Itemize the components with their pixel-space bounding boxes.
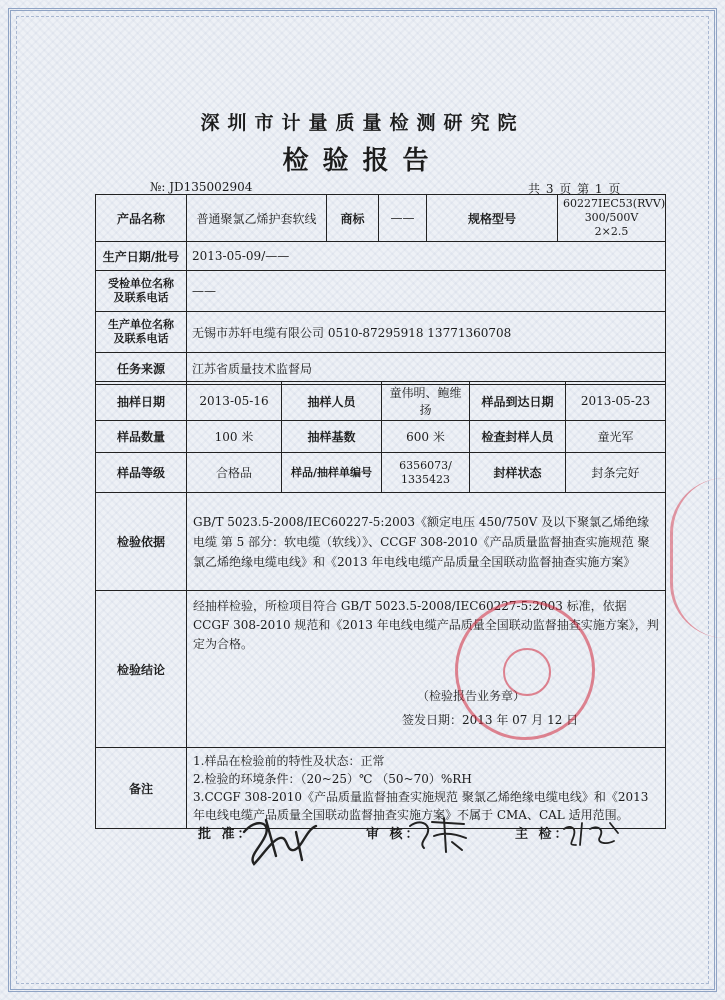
seal-status-label: 封样状态 — [470, 453, 566, 493]
manufacturer-label-line-1: 生产单位名称 — [108, 318, 174, 331]
sampling-base-label: 抽样基数 — [282, 421, 382, 453]
table-row — [96, 242, 666, 271]
sealer-label: 检查封样人员 — [470, 421, 566, 453]
task-source-label: 任务来源 — [96, 353, 187, 385]
sampling-date-cell: 抽样日期 — [96, 382, 187, 421]
sample-qty-value: 100 米 — [187, 421, 282, 453]
sample-sheet-label: 样品/抽样单编号 — [282, 453, 382, 493]
spec-value-line-2: 2×2.5 — [594, 225, 629, 238]
document-number: №: JD135002904 — [150, 180, 253, 194]
sampling-table — [95, 381, 666, 829]
chief-inspector-label: 主 检： — [515, 827, 571, 842]
seal-center-mark — [503, 648, 551, 696]
page-count: 共 3 页 第 1 页 — [528, 182, 622, 196]
remark-line-2: 2.检验的环境条件：（20~25）℃ （50~70）%RH — [193, 772, 472, 786]
production-date-value: 2013-05-09/—— — [187, 242, 666, 271]
remark-line-1: 1.样品在检验前的特性及状态：正常 — [193, 754, 385, 768]
inspected-unit-label-line-1: 受检单位名称 — [108, 277, 174, 290]
sampling-base-value: 600 米 — [382, 421, 470, 453]
sample-grade-value: 合格品 — [187, 453, 282, 493]
table-row — [96, 271, 666, 312]
task-source-value: 江苏省质量技术监督局 — [187, 353, 666, 385]
sealer-value: 童光军 — [566, 421, 666, 453]
brand-value: —— — [379, 195, 427, 242]
business-seal-label: （检验报告业务章） — [417, 689, 526, 703]
manufacturer-value: 无锡市苏轩电缆有限公司 0510-87295918 13771360708 — [187, 312, 666, 353]
spec-value — [558, 195, 666, 242]
seal-status-value: 封条完好 — [566, 453, 666, 493]
inspected-unit-label — [96, 271, 187, 312]
table-row — [96, 493, 666, 591]
official-seal — [455, 600, 595, 740]
sample-grade-label: 样品等级 — [96, 453, 187, 493]
inspected-unit-label-line-2: 及联系电话 — [113, 291, 169, 304]
sampling-date-cell-value: 2013-05-16 — [187, 382, 282, 421]
remarks-label: 备注 — [96, 748, 187, 829]
basis-text: GB/T 5023.5-2008/IEC60227-5:2003《额定电压 450/750V 及以下聚氯乙烯绝缘电缆 第 5 部分：软电缆（软线）》、CCGF 308-2010《产品质量监督抽查实施规范 聚氯乙烯绝缘电缆电线》和《2013 年电线电缆产品质量全国联动监督抽查实施方案》 — [187, 493, 666, 591]
conclusion-label: 检验结论 — [96, 591, 187, 748]
table-row — [96, 382, 666, 421]
sample-sheet-value — [382, 453, 470, 493]
product-name-value: 普通聚氯乙烯护套软线 — [187, 195, 327, 242]
sampler-cell: 抽样人员 — [282, 382, 382, 421]
sample-sheet-value-line-1: 6356073/ — [399, 458, 452, 472]
arrival-date-value: 2013-05-23 — [566, 382, 666, 421]
brand-label: 商标 — [327, 195, 379, 242]
inspected-unit-value: —— — [187, 271, 666, 312]
basis-label: 检验依据 — [96, 493, 187, 591]
sample-qty-label: 样品数量 — [96, 421, 187, 453]
manufacturer-label — [96, 312, 187, 353]
table-row — [96, 312, 666, 353]
conclusion-text: 经抽样检验，所检项目符合 GB/T 5023.5-2008/IEC60227-5:2003 标准，依据 CCGF 308-2010 规范和《2013 年电线电缆产品质量全国联动监督抽查实施方案》，判定为合格。 — [193, 599, 659, 651]
inspector-signature — [560, 815, 624, 851]
table-row — [96, 453, 666, 493]
doc-title: 检验报告 — [282, 146, 443, 176]
issue-date: 签发日期：2013 年 07 月 12 日 — [402, 713, 579, 727]
spec-label: 规格型号 — [427, 195, 558, 242]
table-row — [96, 353, 666, 385]
sample-sheet-value-line-2: 1335423 — [401, 472, 450, 486]
report-table — [95, 194, 666, 385]
product-name-label: 产品名称 — [96, 195, 187, 242]
arrival-date-cell: 样品到达日期 — [470, 382, 566, 421]
production-date-label: 生产日期/批号 — [96, 242, 187, 271]
org-title: 深圳市计量质量检测研究院 — [200, 112, 525, 134]
table-row — [96, 195, 666, 242]
spec-value-line-1: 60227IEC53(RVV) 300/500V — [563, 197, 666, 224]
sampler-cell-value: 童伟明、鲍维扬 — [382, 382, 470, 421]
review-label: 审 核： — [366, 827, 422, 842]
reviewer-signature — [404, 812, 474, 856]
manufacturer-label-line-2: 及联系电话 — [113, 332, 169, 345]
approver-signature — [236, 812, 326, 868]
approve-label: 批 准： — [198, 827, 254, 842]
remark-line-3: 3.CCGF 308-2010《产品质量监督抽查实施规范 聚氯乙烯绝缘电缆电线》和《2013 年电线电缆产品质量全国联动监督抽查实施方案》不属于 CMA、CAL 适用范围。 — [193, 790, 649, 822]
table-row — [96, 421, 666, 453]
